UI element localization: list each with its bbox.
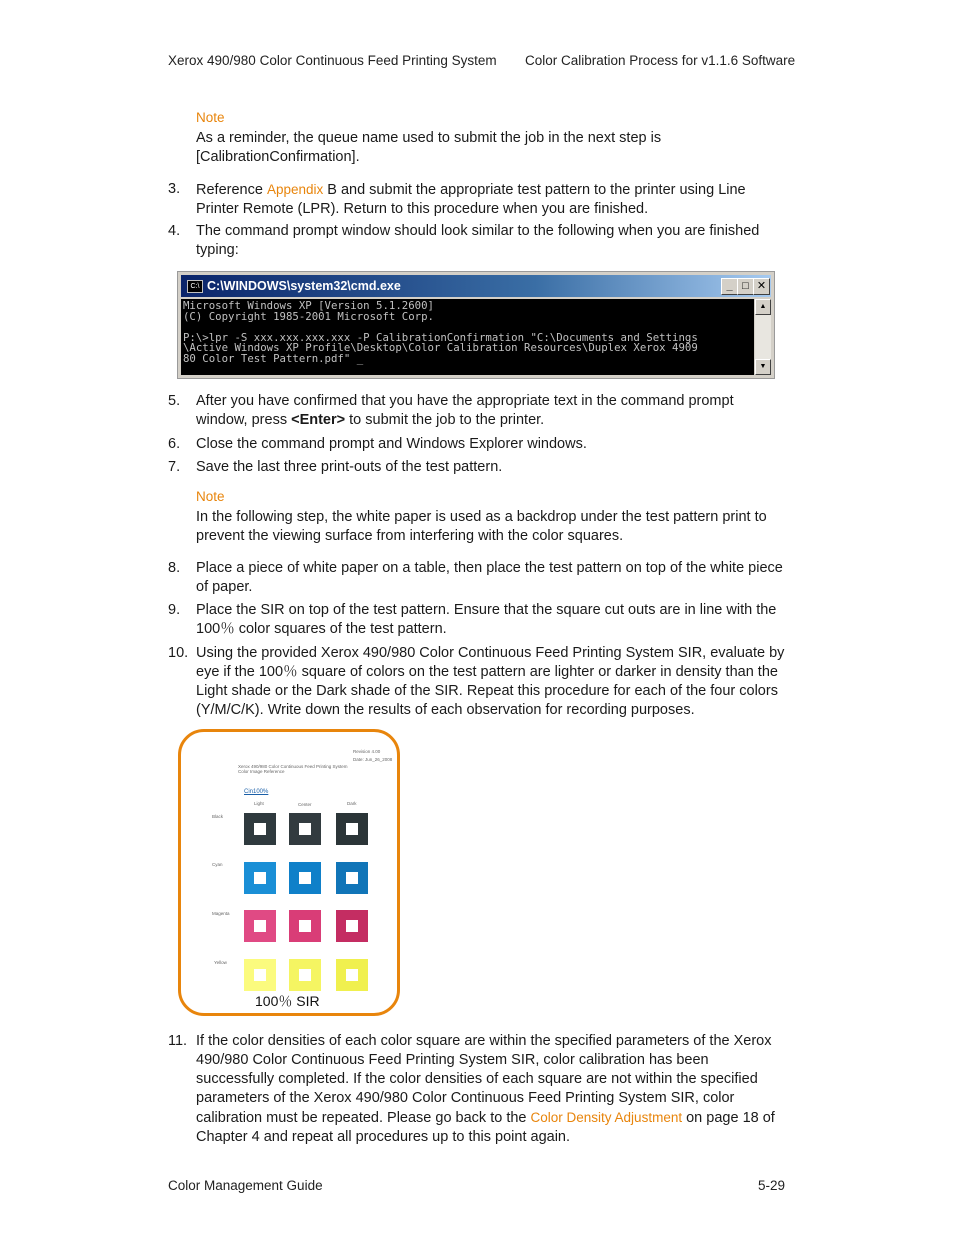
- step-text: to submit the job to the printer.: [345, 412, 545, 428]
- cmd-title-bar: [181, 275, 771, 297]
- cmd-icon: C:\: [187, 280, 203, 293]
- color-square: [244, 959, 276, 991]
- sir-revision: Revision 4.00: [353, 749, 381, 754]
- cmd-output: Microsoft Windows XP [Version 5.1.2600] (C) Copyright 1985-2001 Microsoft Corp. P:\>lpr -S xxx.xxx.xxx.xxx -P CalibrationConfirmation "C:\Documents and Settings \Active Windows XP Profile\Desktop\Color Calibration Resources\Duplex Xerox 4909 80 Color Test Pattern.pdf" _: [181, 299, 754, 375]
- header-right: Color Calibration Process for v1.1.6 Software: [525, 53, 796, 68]
- step-number: 5.: [168, 393, 181, 409]
- step-text: Reference: [196, 182, 267, 198]
- row-magenta-label: Magenta: [212, 911, 230, 916]
- appendix-link[interactable]: Appendix: [266, 182, 324, 197]
- color-density-adjustment-link[interactable]: Color Density Adjustment: [530, 1110, 683, 1125]
- step-7-text: Save the last three print-outs of the test pattern.: [196, 459, 503, 475]
- color-square: [244, 910, 276, 942]
- color-square: [336, 862, 368, 894]
- color-square: [289, 862, 321, 894]
- footer-left: Color Management Guide: [168, 1178, 323, 1193]
- sir-title: Xerox 490/980 Color Continuous Feed Printing System: [238, 764, 348, 769]
- step-number: 9.: [168, 602, 181, 618]
- step-3-text: [196, 180, 788, 219]
- step-text: on page 18 of Chapter 4 and repeat all procedures up to this point again.: [196, 1110, 775, 1145]
- col-dark-label: Dark: [347, 801, 357, 806]
- note-label: Note: [196, 110, 225, 125]
- color-square: [336, 910, 368, 942]
- cmd-window: [177, 271, 775, 379]
- row-yellow-label: Yellow: [214, 960, 227, 965]
- step-number: 8.: [168, 560, 181, 576]
- sir-figure: [178, 729, 400, 1016]
- col-light-label: Light: [254, 801, 264, 806]
- step-6-text: Close the command prompt and Windows Explorer windows.: [196, 436, 587, 452]
- color-square: [336, 959, 368, 991]
- sir-caption: 100％ SIR: [255, 993, 320, 1009]
- col-center-label: Center: [298, 802, 312, 807]
- step-number: 11.: [168, 1033, 188, 1049]
- scroll-up-icon[interactable]: ▲: [755, 299, 771, 315]
- color-square: [244, 862, 276, 894]
- cmd-title: C:\WINDOWS\system32\cmd.exe: [207, 279, 401, 293]
- minimize-button[interactable]: _: [721, 278, 738, 295]
- step-number: 10.: [168, 645, 189, 661]
- row-cyan-label: Cyan: [212, 862, 223, 867]
- note-text: As a reminder, the queue name used to submit the job in the next step is [CalibrationConfirmation].: [196, 130, 662, 165]
- sir-subtitle: Color Image Reference: [238, 769, 285, 774]
- step-number: 6.: [168, 436, 181, 452]
- step-text: B and submit the appropriate test pattern to the printer using Line Printer Remote (LPR). Return to this procedure when you are finished.: [196, 182, 746, 217]
- header-left: Xerox 490/980 Color Continuous Feed Printing System: [168, 53, 497, 68]
- row-black-label: Black: [212, 814, 224, 819]
- step-number: 3.: [168, 181, 181, 197]
- step-text: After you have confirmed that you have the appropriate text in the command prompt window, press: [196, 393, 734, 428]
- enter-key-label: <Enter>: [291, 412, 346, 428]
- note-text: In the following step, the white paper is used as a backdrop under the test pattern print to prevent the viewing surface from interfering with the color squares.: [196, 509, 767, 544]
- note-label: Note: [196, 489, 225, 504]
- step-10-text: Using the provided Xerox 490/980 Color Continuous Feed Printing System SIR, evaluate by eye if the 100％ square of colors on the test pattern are lighter or darker in density than the Light shade or the Dark shade of the SIR. Repeat this procedure for each of the four colors (Y/M/C/K). Write down the results of each observation for recording purposes.: [196, 645, 785, 718]
- scroll-down-icon[interactable]: ▼: [755, 359, 771, 375]
- maximize-button[interactable]: □: [737, 278, 754, 295]
- step-text: If the color densities of each color square are within the specified parameters of the Xerox 490/980 Color Continuous Feed Printing System SIR, color calibration has been successfully completed. If the color densities of each square are not within the specified parameters of the Xerox 490/980 Color Continuous Feed Printing System SIR, color calibration must be repeated. Please go back to the: [196, 1033, 772, 1126]
- step-4-text: The command prompt window should look similar to the following when you are finished typing:: [196, 223, 760, 258]
- color-square: [336, 813, 368, 845]
- sir-date: Date: Jun_26_2008: [353, 757, 393, 762]
- step-5-text: [196, 392, 788, 430]
- step-number: 4.: [168, 223, 181, 239]
- color-square: [289, 910, 321, 942]
- color-square: [244, 813, 276, 845]
- cmd-scrollbar[interactable]: [755, 299, 771, 375]
- color-square: [289, 959, 321, 991]
- close-button[interactable]: ✕: [753, 278, 770, 295]
- sir-heading: Cin100%: [244, 789, 269, 795]
- step-8-text: Place a piece of white paper on a table, then place the test pattern on top of the white piece of paper.: [196, 560, 783, 595]
- step-11-text: [196, 1032, 788, 1147]
- page-number: 5-29: [758, 1178, 786, 1193]
- step-number: 7.: [168, 459, 181, 475]
- color-square: [289, 813, 321, 845]
- step-9-text: Place the SIR on top of the test pattern. Ensure that the square cut outs are in line with the 100％ color squares of the test pattern.: [196, 602, 777, 637]
